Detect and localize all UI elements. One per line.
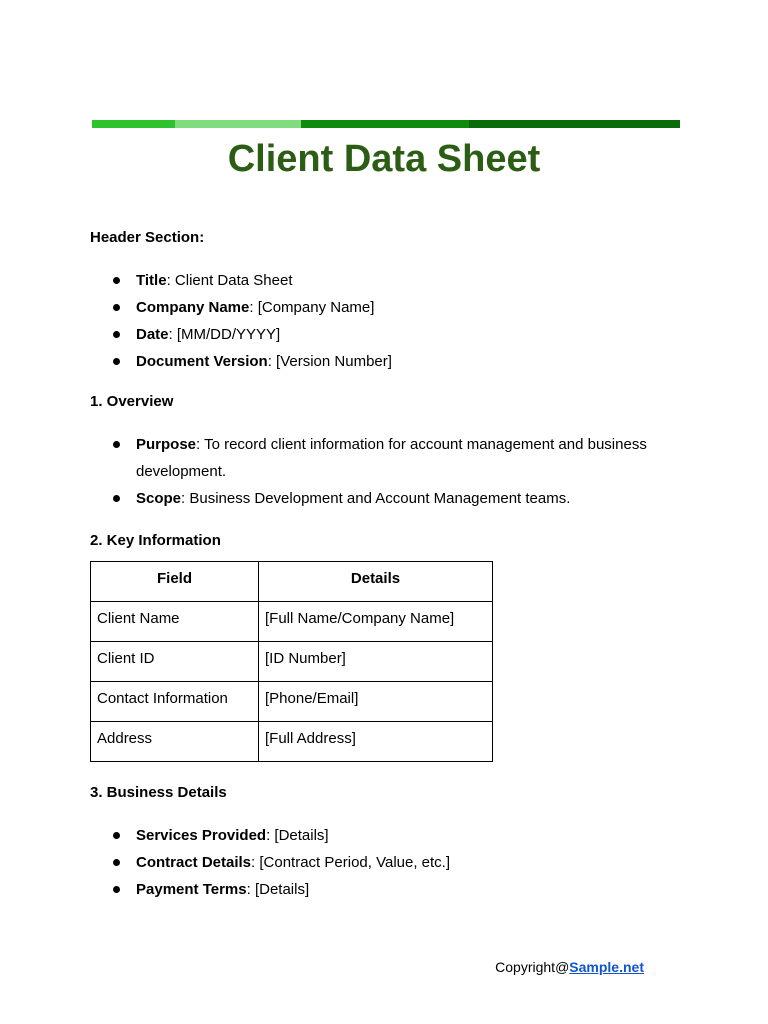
list-item — [0, 876, 768, 903]
table-row — [91, 682, 493, 722]
bullet-icon — [113, 331, 120, 338]
copyright-footer — [0, 957, 644, 977]
item-text: : [Contract Period, Value, etc.] — [251, 854, 451, 871]
list-item — [0, 267, 768, 294]
bullet-icon — [113, 441, 120, 448]
item-text: : Business Development and Account Management teams. — [181, 490, 571, 507]
bullet-icon — [113, 495, 120, 502]
table-row — [91, 602, 493, 642]
color-bar-segment — [301, 120, 469, 128]
header-section-list — [0, 267, 768, 375]
document-title: Client Data Sheet — [227, 138, 541, 180]
decorative-color-bar — [92, 120, 680, 128]
color-bar-segment — [175, 120, 301, 128]
bullet-icon — [113, 832, 120, 839]
list-item — [0, 321, 768, 348]
table-cell: Client Name — [91, 602, 259, 642]
item-label: Purpose — [136, 436, 197, 453]
table-cell: Address — [91, 722, 259, 762]
item-label: Title — [136, 272, 167, 289]
item-label: Document Version — [136, 353, 268, 370]
item-text: : [Version Number] — [267, 353, 392, 370]
table-cell: [Full Address] — [259, 722, 493, 762]
bullet-icon — [113, 859, 120, 866]
table-cell: [Full Name/Company Name] — [259, 602, 493, 642]
table-row — [91, 642, 493, 682]
table-header-row — [91, 562, 493, 602]
key-information-heading: 2. Key Information — [90, 532, 221, 549]
item-label: Company Name — [136, 299, 250, 316]
table-cell: [Phone/Email] — [259, 682, 493, 722]
item-label: Date — [136, 326, 169, 343]
list-item — [0, 485, 768, 512]
key-information-table — [90, 561, 493, 762]
item-text: : [Company Name] — [249, 299, 375, 316]
table-cell: Client ID — [91, 642, 259, 682]
list-item — [0, 822, 768, 849]
item-text: : [Details] — [266, 827, 329, 844]
column-header-field: Field — [91, 562, 259, 602]
sample-net-link[interactable]: Sample.net — [569, 959, 644, 975]
bullet-icon — [113, 886, 120, 893]
item-text: : [Details] — [246, 881, 310, 898]
copyright-text: Copyright@ — [495, 959, 570, 975]
list-item — [0, 431, 768, 485]
item-label: Contract Details — [136, 854, 252, 871]
bullet-icon — [113, 304, 120, 311]
table-cell: [ID Number] — [259, 642, 493, 682]
column-header-details: Details — [259, 562, 493, 602]
business-details-heading: 3. Business Details — [90, 784, 227, 801]
overview-list — [0, 431, 768, 512]
list-item — [0, 849, 768, 876]
color-bar-segment — [469, 120, 680, 128]
bullet-icon — [113, 358, 120, 365]
item-label: Payment Terms — [136, 881, 247, 898]
header-section-heading: Header Section: — [90, 229, 205, 246]
item-text: : [MM/DD/YYYY] — [168, 326, 281, 343]
item-label: Scope — [136, 490, 182, 507]
item-text: : Client Data Sheet — [166, 272, 293, 289]
overview-heading: 1. Overview — [90, 393, 174, 410]
table-cell: Contact Information — [91, 682, 259, 722]
table-row — [91, 722, 493, 762]
item-label: Services Provided — [136, 827, 267, 844]
bullet-icon — [113, 277, 120, 284]
list-item — [0, 348, 768, 375]
business-details-list — [0, 822, 768, 903]
color-bar-segment — [92, 120, 175, 128]
item-text: : To record client information for account management and business development. — [136, 436, 647, 480]
list-item — [0, 294, 768, 321]
